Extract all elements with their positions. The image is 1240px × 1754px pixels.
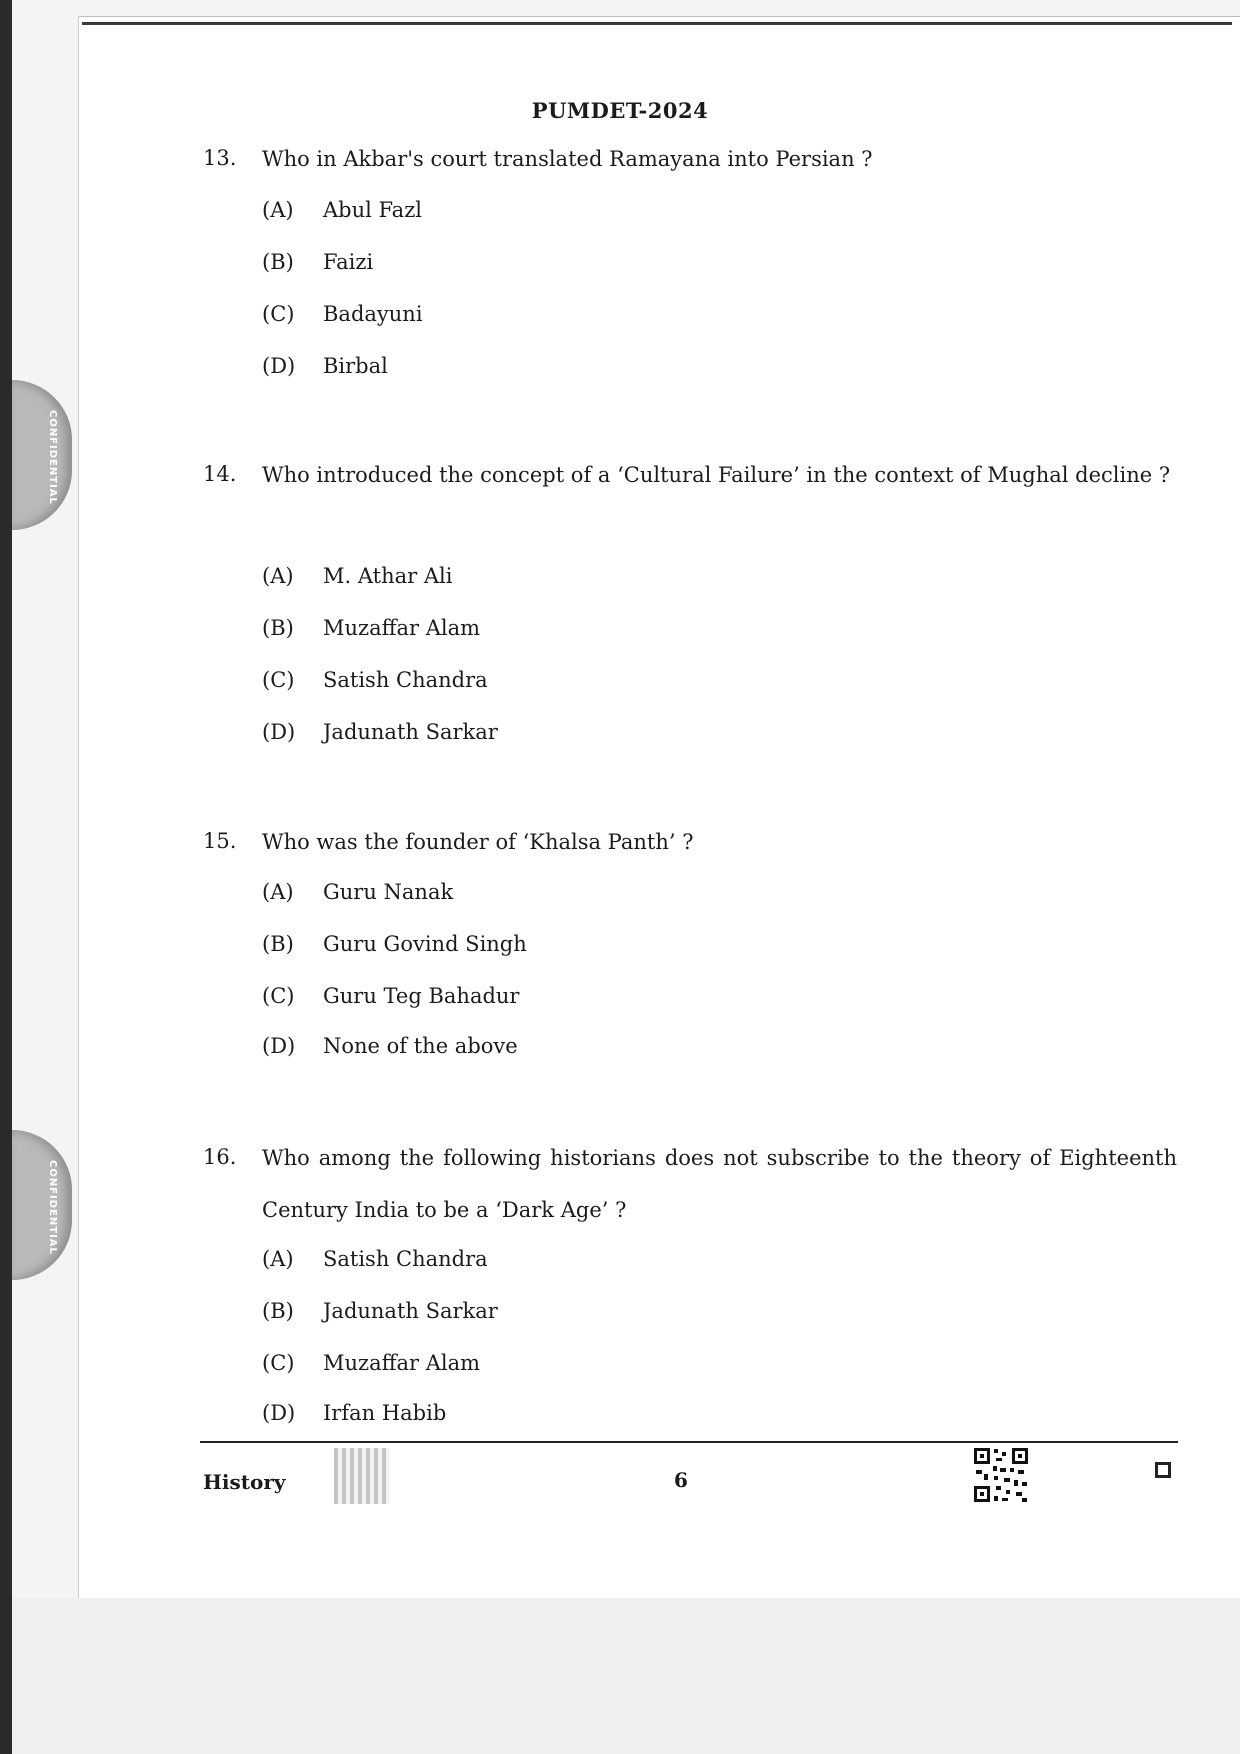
option-label: (B): [262, 250, 294, 274]
confidential-seal: [12, 1130, 72, 1280]
option-text: Jadunath Sarkar: [323, 720, 498, 744]
option-b: [262, 932, 527, 956]
option-c: [262, 302, 423, 326]
option-text: M. Athar Ali: [323, 564, 453, 588]
option-d: [262, 1034, 518, 1058]
option-text: Satish Chandra: [323, 668, 488, 692]
option-label: (D): [262, 720, 296, 744]
question-number: 16.: [203, 1145, 237, 1169]
exam-title: PUMDET-2024: [531, 98, 709, 123]
option-a: [262, 880, 453, 904]
option-c: [262, 984, 519, 1008]
faint-qr-code: [334, 1448, 390, 1504]
option-label: (B): [262, 1299, 294, 1323]
option-text: Faizi: [323, 250, 374, 274]
option-text: None of the above: [323, 1034, 518, 1058]
corner-marker: [1155, 1462, 1171, 1478]
option-a: [262, 198, 422, 222]
option-label: (A): [262, 1247, 294, 1271]
option-label: (B): [262, 932, 294, 956]
option-b: [262, 616, 480, 640]
scan-left-edge: [0, 0, 12, 1754]
seal-text: CONFIDENTIAL: [47, 1160, 58, 1255]
option-label: (A): [262, 564, 294, 588]
option-c: [262, 1351, 480, 1375]
option-label: (C): [262, 302, 295, 326]
option-text: Jadunath Sarkar: [323, 1299, 498, 1323]
option-text: Satish Chandra: [323, 1247, 488, 1271]
qr-code: [972, 1446, 1030, 1504]
option-d: [262, 720, 498, 744]
option-text: Guru Govind Singh: [323, 932, 527, 956]
question-text: Who introduced the concept of a ‘Cultural Failure’ in the context of Mughal decline ?: [262, 463, 1171, 487]
option-label: (C): [262, 984, 295, 1008]
top-rule: [82, 22, 1232, 25]
question-text: Who among the following historians does not subscribe to the theory of Eighteenth Century India to be a ‘Dark Age’ ?: [262, 1146, 1177, 1222]
option-text: Abul Fazl: [323, 198, 422, 222]
option-label: (D): [262, 1034, 296, 1058]
option-d: [262, 1401, 446, 1425]
question-text: Who was the founder of ‘Khalsa Panth’ ?: [262, 830, 694, 854]
option-text: Muzaffar Alam: [323, 1351, 481, 1375]
option-a: [262, 564, 452, 588]
seal-text: CONFIDENTIAL: [47, 410, 58, 505]
option-b: [262, 1299, 498, 1323]
option-label: (A): [262, 880, 294, 904]
option-text: Guru Nanak: [323, 880, 454, 904]
question-text: Who in Akbar's court translated Ramayana into Persian ?: [262, 147, 873, 171]
option-label: (D): [262, 1401, 296, 1425]
option-c: [262, 668, 488, 692]
footer-subject: History: [203, 1470, 286, 1494]
option-text: Guru Teg Bahadur: [323, 984, 520, 1008]
question-number: 15.: [203, 829, 237, 853]
confidential-seal: [12, 380, 72, 530]
option-label: (B): [262, 616, 294, 640]
option-text: Birbal: [323, 354, 388, 378]
option-label: (C): [262, 668, 295, 692]
footer-rule: [200, 1441, 1178, 1443]
question-number: 13.: [203, 146, 237, 170]
option-text: Irfan Habib: [323, 1401, 447, 1425]
page-number: 6: [674, 1468, 688, 1492]
option-text: Badayuni: [323, 302, 423, 326]
option-label: (C): [262, 1351, 295, 1375]
option-label: (A): [262, 198, 294, 222]
option-d: [262, 354, 388, 378]
option-b: [262, 250, 373, 274]
option-label: (D): [262, 354, 296, 378]
scan-bottom-area: [12, 1598, 1240, 1754]
option-text: Muzaffar Alam: [323, 616, 481, 640]
option-a: [262, 1247, 488, 1271]
question-number: 14.: [203, 462, 237, 486]
paper-sheet: [78, 16, 1240, 1599]
